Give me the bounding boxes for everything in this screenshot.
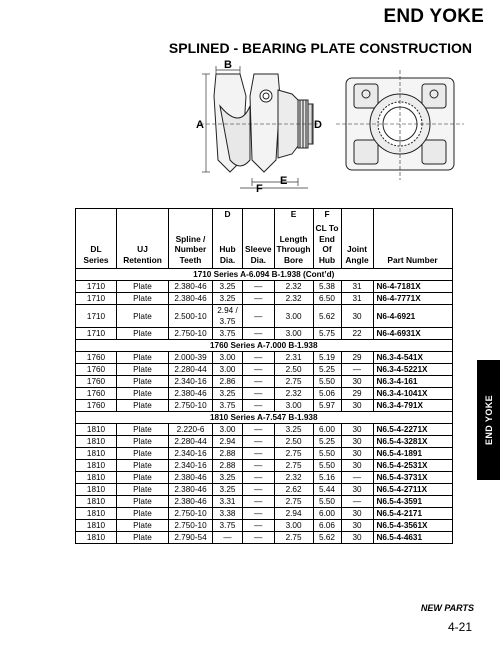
table-cell: 30 [341, 424, 373, 436]
table-cell: 1810 [76, 424, 117, 436]
table-row [76, 328, 453, 340]
table-cell: 1760 [76, 364, 117, 376]
table-row [76, 305, 453, 328]
table-body [76, 269, 453, 544]
table-cell: 2.32 [274, 281, 313, 293]
table-cell: N6.5-4-1891 [373, 448, 452, 460]
column-header [213, 222, 243, 269]
column-header-line: DL [90, 244, 102, 254]
table-cell: N6.5-4-2711X [373, 484, 452, 496]
table-cell: — [243, 328, 275, 340]
table-cell: 3.25 [213, 388, 243, 400]
column-header-line: Through [276, 244, 311, 254]
column-header-line: Sleeve [245, 244, 272, 254]
table-cell: 1760 [76, 388, 117, 400]
table-cell: N6.5-4-3561X [373, 520, 452, 532]
table-cell: 2.86 [213, 376, 243, 388]
column-header-line: Angle [345, 254, 369, 265]
table-cell: N6.3-4-541X [373, 352, 452, 364]
table-cell: 5.62 [313, 532, 341, 544]
table-cell: 31 [341, 293, 373, 305]
table-cell: 3.00 [213, 424, 243, 436]
table-cell: 2.32 [274, 388, 313, 400]
table-cell: 3.00 [213, 364, 243, 376]
series-section-row [76, 269, 453, 281]
table-cell: — [243, 436, 275, 448]
table-cell: 2.340-16 [169, 376, 213, 388]
end-yoke-drawing [180, 60, 470, 192]
column-header-line: Hub [219, 244, 236, 254]
table-row [76, 520, 453, 532]
table-cell: Plate [117, 293, 169, 305]
table-row [76, 532, 453, 544]
dim-label-f: F [256, 183, 263, 192]
table-cell: N6.5-4-2271X [373, 424, 452, 436]
column-header-line: Spline / [175, 233, 206, 244]
table-cell: Plate [117, 532, 169, 544]
side-tab-label: END YOKE [483, 394, 494, 446]
table-cell: 2.220-6 [169, 424, 213, 436]
column-header-line: Dia. [219, 254, 236, 265]
table-cell: 1760 [76, 352, 117, 364]
table-cell: 2.750-10 [169, 508, 213, 520]
table-row [76, 496, 453, 508]
table-row [76, 293, 453, 305]
table-cell: — [341, 364, 373, 376]
table-cell: 2.94 [213, 436, 243, 448]
dim-label-d: D [314, 119, 322, 131]
table-cell: 5.19 [313, 352, 341, 364]
column-header [169, 222, 213, 269]
table-cell: 2.380-46 [169, 484, 213, 496]
table-cell: 3.31 [213, 496, 243, 508]
table-cell: N6.5-4-2531X [373, 460, 452, 472]
table-cell: Plate [117, 448, 169, 460]
series-section-row [76, 340, 453, 352]
table-cell: 5.75 [313, 328, 341, 340]
table-cell: 30 [341, 305, 373, 328]
letter-cell: D [213, 209, 243, 223]
table-cell: 2.50 [274, 364, 313, 376]
table-cell: 30 [341, 484, 373, 496]
table-cell: 2.280-44 [169, 436, 213, 448]
series-section-row [76, 412, 453, 424]
table-cell: 31 [341, 281, 373, 293]
table-cell: N6-4-6921 [373, 305, 452, 328]
table-cell: N6-4-6931X [373, 328, 452, 340]
table-cell: — [213, 532, 243, 544]
table-cell: 3.25 [213, 484, 243, 496]
letter-cell [76, 209, 117, 223]
column-header-line: Length [279, 233, 308, 244]
table-cell: 1710 [76, 305, 117, 328]
table-cell: — [243, 364, 275, 376]
table-cell: 2.75 [274, 448, 313, 460]
table-cell: 5.50 [313, 460, 341, 472]
letter-cell [373, 209, 452, 223]
table-cell: 1710 [76, 328, 117, 340]
table-row [76, 436, 453, 448]
table-cell: — [243, 305, 275, 328]
table-cell: 5.16 [313, 472, 341, 484]
column-header-line: Teeth [179, 254, 202, 265]
table-cell: 3.00 [274, 305, 313, 328]
table-cell: — [243, 400, 275, 412]
table-row [76, 281, 453, 293]
table-cell: 2.000-39 [169, 352, 213, 364]
letter-cell [169, 209, 213, 223]
column-header-line: Hub [318, 254, 336, 265]
table-cell: 2.88 [213, 460, 243, 472]
table-cell: 30 [341, 508, 373, 520]
table-row [76, 508, 453, 520]
table-cell: 1810 [76, 472, 117, 484]
table-cell: N6.5-4-3591 [373, 496, 452, 508]
dim-label-b: B [224, 60, 232, 71]
table-cell: 1810 [76, 484, 117, 496]
page-title: END YOKE [383, 6, 484, 27]
table-cell: Plate [117, 364, 169, 376]
table-cell: 1710 [76, 281, 117, 293]
column-header-line: Dia. [250, 254, 266, 265]
column-header-line: Of [322, 244, 332, 254]
table-cell: 6.06 [313, 520, 341, 532]
table-cell: 29 [341, 388, 373, 400]
table-cell: 2.380-46 [169, 496, 213, 508]
table-cell: 30 [341, 400, 373, 412]
table-cell: 2.750-10 [169, 520, 213, 532]
table-row [76, 364, 453, 376]
table-cell: 30 [341, 436, 373, 448]
table-cell: 1810 [76, 532, 117, 544]
page-number: 4-21 [447, 620, 472, 634]
column-header-line: UJ [137, 244, 148, 254]
letter-cell [243, 209, 275, 223]
column-header [341, 222, 373, 269]
table-cell: 5.97 [313, 400, 341, 412]
table-cell: 1810 [76, 508, 117, 520]
table-cell: Plate [117, 376, 169, 388]
column-header-line: CL To [315, 223, 339, 233]
table-cell: Plate [117, 520, 169, 532]
table-cell: 2.380-46 [169, 281, 213, 293]
table-row [76, 376, 453, 388]
table-cell: 30 [341, 460, 373, 472]
series-section-title: 1710 Series A-6.094 B-1.938 (Cont’d) [76, 269, 453, 281]
table-cell: 2.75 [274, 376, 313, 388]
table-cell: 1760 [76, 376, 117, 388]
table-cell: — [243, 388, 275, 400]
table-cell: 2.75 [274, 532, 313, 544]
table-cell: — [243, 448, 275, 460]
end-yoke-spec-table [75, 208, 453, 544]
table-cell: 29 [341, 352, 373, 364]
table-cell: 1810 [76, 436, 117, 448]
table-cell: 1810 [76, 460, 117, 472]
table-cell: 2.750-10 [169, 328, 213, 340]
section-side-tab [477, 360, 500, 480]
table-cell: — [243, 424, 275, 436]
table-cell: 3.00 [274, 400, 313, 412]
table-cell: 2.750-10 [169, 400, 213, 412]
table-cell: 3.25 [274, 424, 313, 436]
table-cell: Plate [117, 305, 169, 328]
table-cell: 3.25 [213, 281, 243, 293]
table-cell: 6.50 [313, 293, 341, 305]
table-cell: — [243, 532, 275, 544]
table-cell: N6.3-4-791X [373, 400, 452, 412]
table-cell: 2.280-44 [169, 364, 213, 376]
table-cell: 2.32 [274, 293, 313, 305]
table-cell: — [243, 484, 275, 496]
table-cell: 2.75 [274, 460, 313, 472]
table-cell: 1710 [76, 293, 117, 305]
table-cell: 3.25 [213, 472, 243, 484]
table-cell: 5.62 [313, 305, 341, 328]
table-cell: N6-4-7181X [373, 281, 452, 293]
table-cell: 2.340-16 [169, 460, 213, 472]
table-cell: Plate [117, 400, 169, 412]
table-cell: N6.5-4-3281X [373, 436, 452, 448]
table-cell: 3.00 [274, 520, 313, 532]
series-section-title: 1810 Series A-7.547 B-1.938 [76, 412, 453, 424]
letter-cell: F [313, 209, 341, 223]
table-cell: Plate [117, 496, 169, 508]
table-cell: Plate [117, 281, 169, 293]
dim-label-e: E [280, 175, 288, 187]
series-section-title: 1760 Series A-7.000 B-1.938 [76, 340, 453, 352]
table-cell: N6.5-4-3731X [373, 472, 452, 484]
table-cell: 5.50 [313, 496, 341, 508]
table-cell: 2.380-46 [169, 293, 213, 305]
table-cell: N6.5-4-2171 [373, 508, 452, 520]
table-cell: Plate [117, 460, 169, 472]
table-header-row [76, 222, 453, 269]
letter-cell [341, 209, 373, 223]
table-row [76, 484, 453, 496]
table-cell: — [243, 460, 275, 472]
table-cell: — [243, 496, 275, 508]
table-cell: 3.25 [213, 293, 243, 305]
yoke-end-view [336, 70, 464, 180]
column-header-line: Joint [347, 244, 368, 254]
table-cell: Plate [117, 352, 169, 364]
table-cell: 2.790-54 [169, 532, 213, 544]
table-cell: 6.00 [313, 424, 341, 436]
table-cell: N6.3-4-161 [373, 376, 452, 388]
table-cell: 6.00 [313, 508, 341, 520]
table-cell: 3.00 [213, 352, 243, 364]
letter-cell [117, 209, 169, 223]
table-cell: N6.3-4-1041X [373, 388, 452, 400]
table-cell: 30 [341, 532, 373, 544]
table-cell: 1810 [76, 520, 117, 532]
table-row [76, 352, 453, 364]
table-cell: 2.500-10 [169, 305, 213, 328]
table-row [76, 388, 453, 400]
page-subtitle: SPLINED - BEARING PLATE CONSTRUCTION [168, 40, 472, 56]
table-cell: 5.25 [313, 364, 341, 376]
table-cell: — [243, 508, 275, 520]
table-cell: N6.3-4-5221X [373, 364, 452, 376]
table-cell: Plate [117, 508, 169, 520]
column-header-line: Number [174, 244, 207, 254]
table-cell: Plate [117, 388, 169, 400]
column-header [373, 222, 452, 269]
table-cell: 5.06 [313, 388, 341, 400]
table-cell: 2.62 [274, 484, 313, 496]
table-row [76, 448, 453, 460]
column-header-line: End [319, 233, 335, 244]
table-cell: 1810 [76, 448, 117, 460]
table-cell: 5.50 [313, 448, 341, 460]
table-cell: 5.38 [313, 281, 341, 293]
table-cell: — [243, 352, 275, 364]
table-cell: — [243, 376, 275, 388]
table-cell: 3.75 [213, 520, 243, 532]
table-cell: 30 [341, 520, 373, 532]
table-cell: 22 [341, 328, 373, 340]
table-cell: — [243, 520, 275, 532]
column-header [117, 222, 169, 269]
table-cell: N6-4-7771X [373, 293, 452, 305]
table-cell: 2.380-46 [169, 472, 213, 484]
letter-cell: E [274, 209, 313, 223]
table-row [76, 472, 453, 484]
table-cell: 2.31 [274, 352, 313, 364]
table-row [76, 460, 453, 472]
table-cell: 1760 [76, 400, 117, 412]
column-header-line: Retention [123, 254, 162, 265]
table-cell: 30 [341, 448, 373, 460]
column-header [313, 222, 341, 269]
column-header [274, 222, 313, 269]
table-cell: Plate [117, 328, 169, 340]
table-cell: 2.94 [274, 508, 313, 520]
table-cell: 5.44 [313, 484, 341, 496]
table-cell: — [243, 293, 275, 305]
column-header [76, 222, 117, 269]
table-letter-row [76, 209, 453, 223]
table-cell: 2.340-16 [169, 448, 213, 460]
table-cell: 3.38 [213, 508, 243, 520]
column-header [243, 222, 275, 269]
column-header-line: Bore [283, 254, 304, 265]
table-cell: Plate [117, 484, 169, 496]
column-header-line: Part Number [387, 254, 438, 265]
table-cell: 2.380-46 [169, 388, 213, 400]
table-cell: 2.94 / 3.75 [213, 305, 243, 328]
table-cell: — [341, 472, 373, 484]
table-cell: — [341, 496, 373, 508]
table-cell: 5.25 [313, 436, 341, 448]
column-header-line: Series [83, 254, 109, 265]
table-cell: — [243, 281, 275, 293]
table-cell: 2.32 [274, 472, 313, 484]
table-cell: 2.50 [274, 436, 313, 448]
table-row [76, 424, 453, 436]
table-cell: 2.88 [213, 448, 243, 460]
table-cell: 3.75 [213, 400, 243, 412]
dim-label-a: A [196, 119, 204, 131]
new-parts-note: NEW PARTS [420, 603, 474, 613]
table-cell: N6.5-4-4631 [373, 532, 452, 544]
table-cell: — [243, 472, 275, 484]
table-cell: 5.50 [313, 376, 341, 388]
table-cell: Plate [117, 436, 169, 448]
table-cell: 3.75 [213, 328, 243, 340]
table-cell: 2.75 [274, 496, 313, 508]
yoke-side-view [200, 74, 320, 172]
table-cell: 30 [341, 376, 373, 388]
table-cell: 3.00 [274, 328, 313, 340]
table-cell: Plate [117, 424, 169, 436]
table-row [76, 400, 453, 412]
table-cell: 1810 [76, 496, 117, 508]
table-cell: Plate [117, 472, 169, 484]
